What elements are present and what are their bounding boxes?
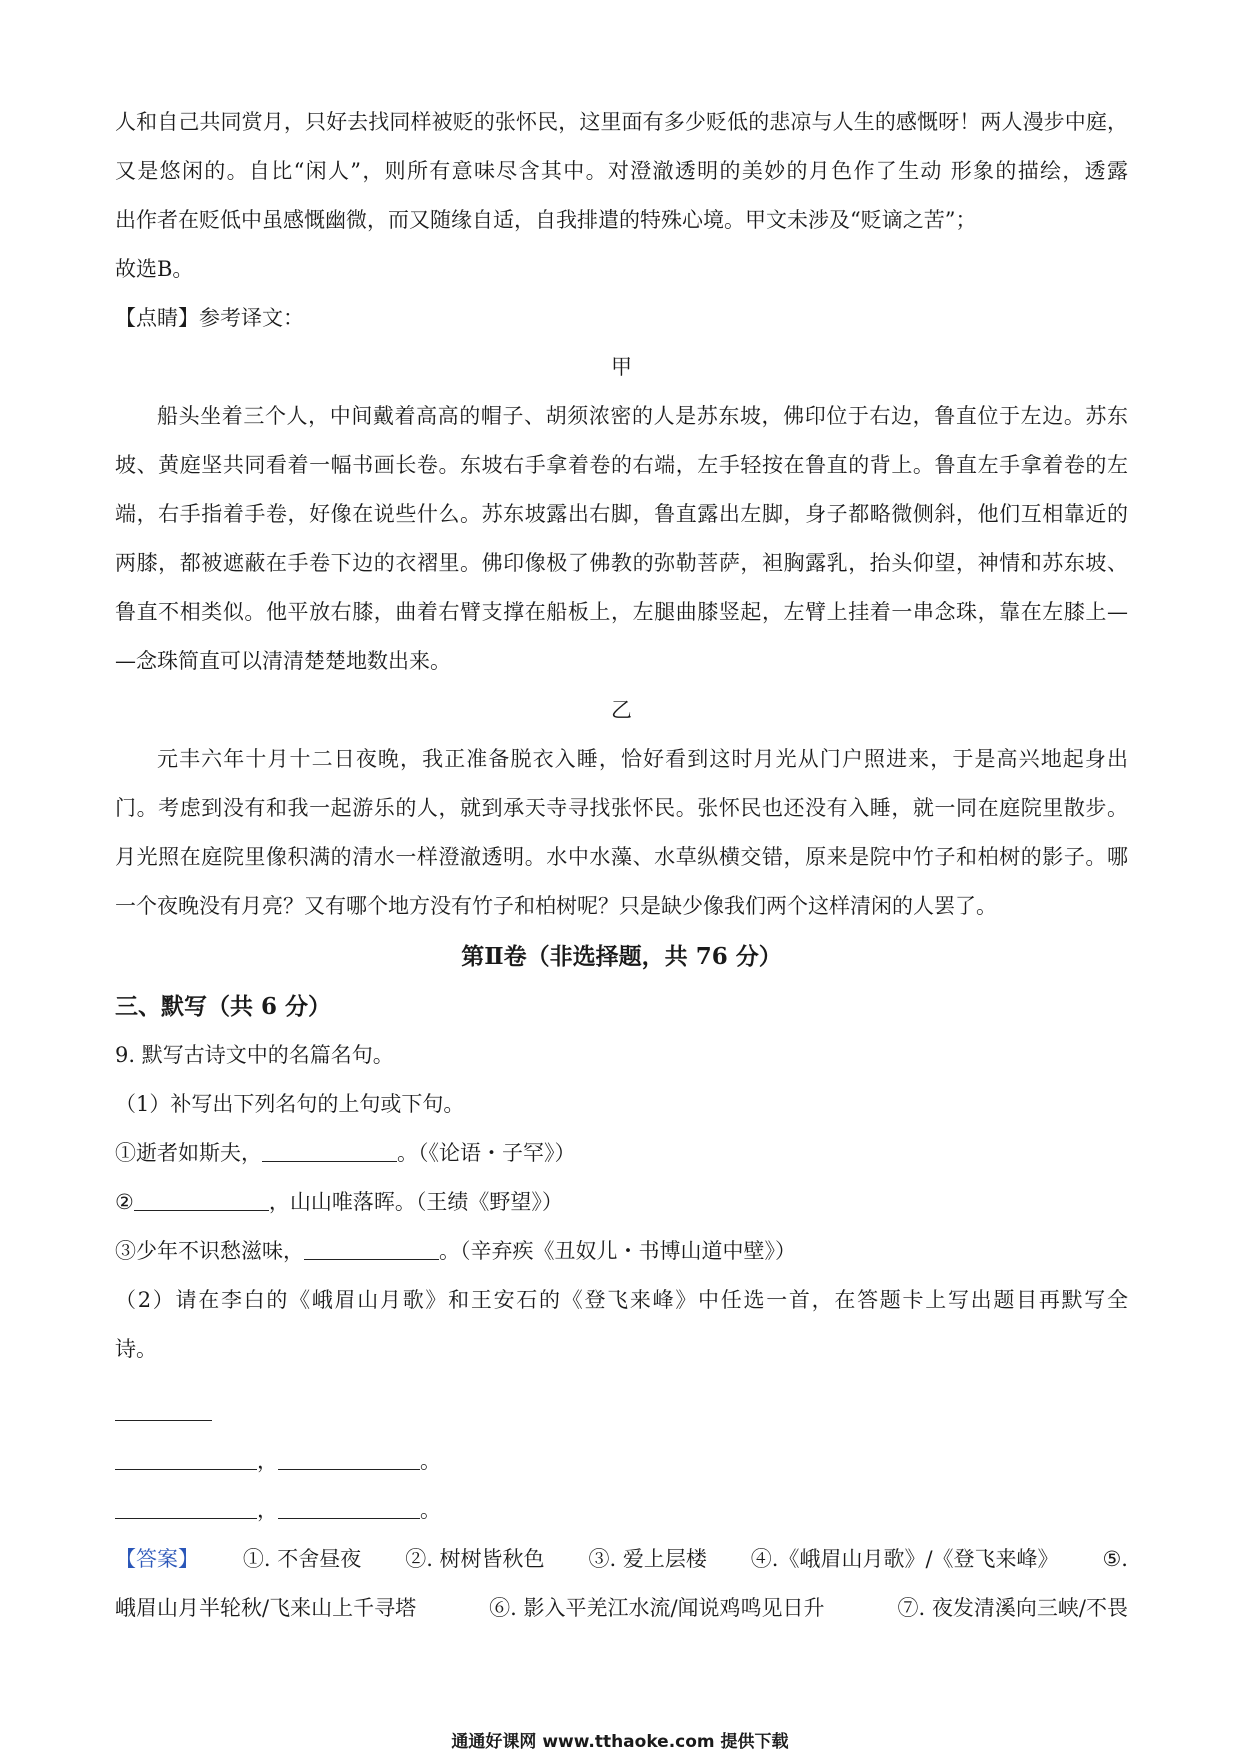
page-footer: 通通好课网 www.tthaoke.com 提供下载 [451,1732,789,1752]
comma-mark: ， [257,1498,278,1522]
dianjing-heading: 【点睛】参考译文： [115,306,304,330]
answer-item: ⑥. 影入平羌江水流/闻说鸡鸣见日升 [489,1596,825,1620]
poem-title-blank-row [115,1388,1128,1437]
answer-item: ④.《峨眉山月歌》/《登飞来峰》 [750,1547,1059,1571]
question-stem: 9. 默写古诗文中的名篇名句。 [115,1043,394,1067]
answer-blank[interactable] [278,1498,420,1519]
answer-item: ①. 不舍昼夜 [242,1547,362,1571]
translation-jia-line: 鲁直不相类似。他平放右膝，曲着右臂支撑在船板上，左腿曲膝竖起，左臂上挂着一串念珠，靠在左膝上— [115,600,1128,624]
analysis-line: 出作者在贬低中虽感慨幽微，而又随缘自适，自我排遣的特殊心境。甲文未涉及“贬谪之苦”； [115,208,977,232]
question-part-2-cont: 诗。 [115,1337,157,1361]
answer-item: ⑦. 夜发清溪向三峡/不畏 [897,1596,1128,1620]
fill-item-source: 。（辛弃疾《丑奴儿・书博山道中壁》） [439,1239,796,1263]
fill-item-source: 。（《论语・子罕》） [397,1141,576,1165]
answer-row [115,1584,1128,1633]
translation-yi-line: 门。考虑到没有和我一起游乐的人，就到承天寺寻找张怀民。张怀民也还没有入睡，就一同在庭院里散步。 [115,796,1128,820]
period-mark: 。 [420,1498,441,1522]
page-content [115,98,1128,1633]
period-mark: 。 [420,1449,441,1473]
fill-item-text: ② [115,1190,134,1214]
translation-yi-heading: 乙 [611,698,632,722]
translation-jia-line: 船头坐着三个人，中间戴着高高的帽子、胡须浓密的人是苏东坡，佛印位于右边，鲁直位于左边。苏东 [157,404,1128,428]
answer-item: ③. 爱上层楼 [588,1547,707,1571]
question-part-1: （1）补写出下列名句的上句或下句。 [115,1092,465,1116]
answer-blank[interactable] [278,1449,420,1470]
translation-jia-line: —念珠简直可以清清楚楚地数出来。 [115,649,451,673]
answer-item: ⑤. [1102,1547,1128,1571]
translation-yi-line: 一个夜晚没有月亮？又有哪个地方没有竹子和柏树呢？只是缺少像我们两个这样清闲的人罢了。 [115,894,997,918]
analysis-line: 人和自己共同赏月，只好去找同样被贬的张怀民，这里面有多少贬低的悲凉与人生的感慨呀！两人漫步中庭， [115,110,1128,134]
answer-blank[interactable] [134,1190,269,1211]
fill-item-text: ①逝者如斯夫， [115,1141,262,1165]
fill-item-2 [115,1178,1128,1227]
answer-blank[interactable] [262,1141,397,1162]
choice-conclusion: 故选B。 [115,257,194,281]
answer-blank[interactable] [115,1400,212,1421]
analysis-line: 又是悠闲的。自比“闲人”，则所有意味尽含其中。对澄澈透明的美妙的月色作了生动 形象的描绘，透露 [115,159,1128,183]
poem-line-blank-row [115,1486,1128,1535]
answer-item: ②. 树树皆秋色 [405,1547,545,1571]
section-title: 三、默写（共 6 分） [115,993,332,1020]
fill-item-text: ③少年不识愁滋味， [115,1239,304,1263]
volume-title: 第Ⅱ卷（非选择题，共 76 分） [461,943,782,970]
translation-yi-line: 元丰六年十月十二日夜晚，我正准备脱衣入睡，恰好看到这时月光从门户照进来，于是高兴地起身出 [157,747,1128,771]
answer-blank[interactable] [304,1239,439,1260]
translation-yi-line: 月光照在庭院里像积满的清水一样澄澈透明。水中水藻、水草纵横交错，原来是院中竹子和柏树的影子。哪 [115,845,1128,869]
translation-jia-line: 端，右手指着手卷，好像在说些什么。苏东坡露出右脚，鲁直露出左脚，身子都略微侧斜，他们互相靠近的 [115,502,1128,526]
question-part-2: （2）请在李白的《峨眉山月歌》和王安石的《登飞来峰》中任选一首，在答题卡上写出题目再默写全 [115,1288,1128,1312]
answer-blank[interactable] [115,1498,257,1519]
fill-item-source: ，山山唯落晖。（王绩《野望》） [268,1190,563,1214]
answer-blank[interactable] [115,1449,257,1470]
translation-jia-line: 坡、黄庭坚共同看着一幅书画长卷。东坡右手拿着卷的右端，左手轻按在鲁直的背上。鲁直左手拿着卷的左 [115,453,1128,477]
fill-item-3 [115,1227,1128,1276]
comma-mark: ， [257,1449,278,1473]
answer-label: 【答案】 [115,1547,199,1571]
poem-line-blank-row [115,1437,1128,1486]
answer-row [115,1535,1128,1584]
translation-jia-heading: 甲 [611,355,632,379]
answer-item: 峨眉山月半轮秋/飞来山上千寻塔 [115,1596,417,1620]
fill-item-1 [115,1129,1128,1178]
translation-jia-line: 两膝，都被遮蔽在手卷下边的衣褶里。佛印像极了佛教的弥勒菩萨，袒胸露乳，抬头仰望，神情和苏东坡、 [115,551,1128,575]
